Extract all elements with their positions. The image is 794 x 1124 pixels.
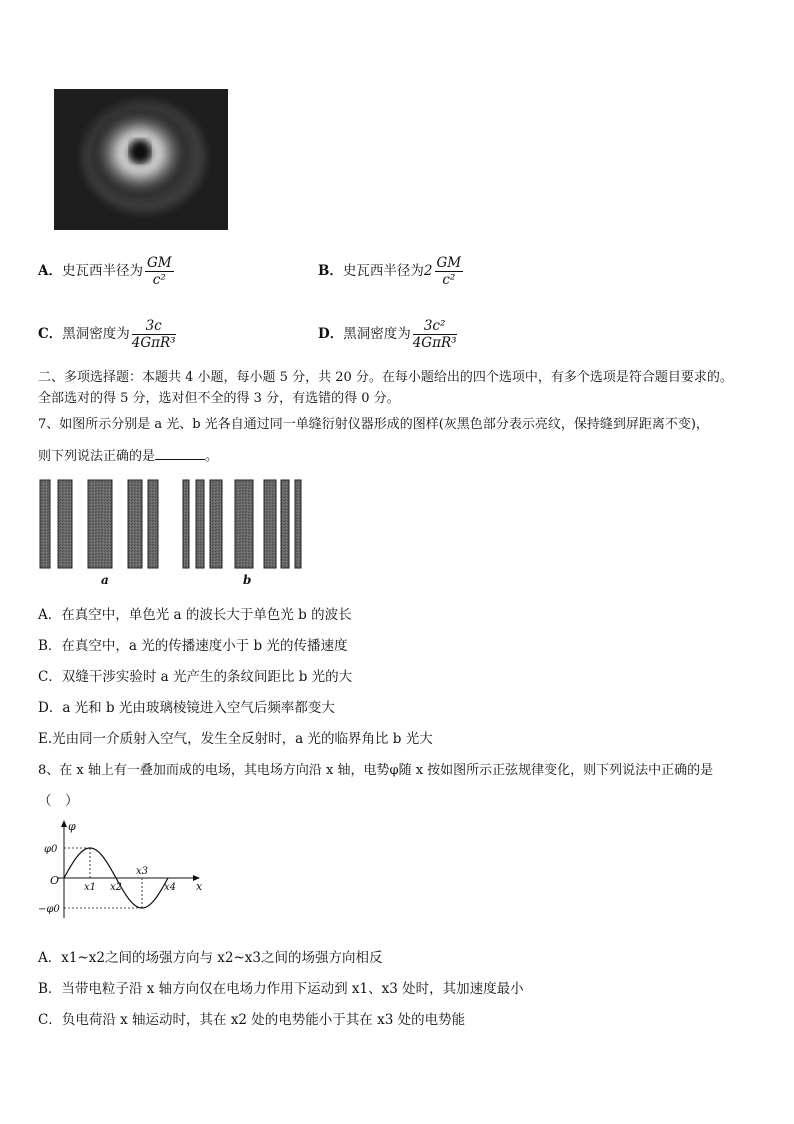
black-hole-image (54, 89, 228, 230)
label-b: b (243, 573, 252, 586)
pattern-a (40, 480, 158, 568)
option-label: A． (38, 263, 62, 279)
q7-stem-text: 则下列说法正确的是 (38, 449, 156, 464)
option-text: 黑洞密度为 (62, 326, 130, 342)
fringe (196, 480, 204, 568)
q6-option-d (318, 318, 457, 351)
q7-stem-end: 。 (205, 449, 219, 464)
x2-label: x2 (110, 882, 123, 893)
diffraction-figure (38, 476, 308, 586)
origin-label: O (50, 874, 60, 887)
black-hole-svg (54, 89, 228, 230)
q7-option-c: C．双缝干涉实验时 a 光产生的条纹间距比 b 光的大 (38, 669, 353, 685)
phi0-label: φ0 (44, 844, 58, 855)
fringe (295, 480, 301, 568)
fringe (128, 480, 142, 568)
y-arrow (61, 820, 67, 827)
q8-stem-line-1: 8、在 x 轴上有一叠加而成的电场，其电场方向沿 x 轴，电势φ随 x 按如图所示正弦规律变化，则下列说法中正确的是 (38, 763, 714, 778)
option-label: C． (38, 326, 63, 342)
pattern-b (183, 480, 301, 568)
potential-graph-svg (38, 818, 208, 923)
label-a: a (101, 573, 109, 586)
diffraction-svg (38, 476, 308, 586)
y-axis-label: φ (68, 820, 76, 833)
fringe (264, 480, 276, 568)
q7-option-b: B．在真空中，a 光的传播速度小于 b 光的传播速度 (38, 638, 348, 654)
fraction: $\frac{GM}{\text{c²}}$ (146, 255, 172, 288)
x-axis-label: x (196, 880, 203, 893)
fraction: $\frac{\text{3c²}}{\text{4GπR³}}$ (412, 318, 457, 351)
q8-answer-paren: （ ） (38, 793, 79, 809)
q8-option-b: B．当带电粒子沿 x 轴方向仅在电场力作用下运动到 x1、x3 处时，其加速度最小 (38, 981, 524, 997)
coefficient: 2 (423, 263, 433, 279)
fringe (40, 480, 50, 568)
q6-option-c (38, 318, 176, 351)
fringe (148, 480, 158, 568)
fraction: $\frac{GM}{\text{c²}}$ (436, 255, 462, 288)
fringe (281, 480, 289, 568)
q7-stem-line-1: 7、如图所示分别是 a 光、b 光各自通过同一单缝衍射仪器形成的图样(灰黑色部分表示亮纹，保持缝到屏距离不变)， (38, 417, 709, 432)
q6-option-b (318, 255, 463, 288)
q7-option-d: D．a 光和 b 光由玻璃棱镜进入空气后频率都变大 (38, 700, 335, 716)
q7-option-a: A．在真空中，单色光 a 的波长大于单色光 b 的波长 (38, 607, 352, 623)
q7-option-e: E.光由同一介质射入空气，发生全反射时，a 光的临界角比 b 光大 (38, 731, 433, 747)
option-text: 史瓦西半径为 (342, 263, 424, 279)
x1-label: x1 (84, 882, 97, 893)
q6-option-a (38, 255, 174, 288)
potential-graph (38, 818, 208, 923)
q8-option-a: A．x1~x2之间的场强方向与 x2~x3之间的场强方向相反 (38, 950, 383, 966)
neg-phi0-label: −φ0 (38, 904, 60, 915)
option-label: B． (318, 263, 343, 279)
fringe (58, 480, 72, 568)
x4-label: x4 (164, 882, 177, 893)
q8-option-c: C．负电荷沿 x 轴运动时，其在 x2 处的电势能小于其在 x3 处的电势能 (38, 1012, 466, 1028)
fraction: $\frac{3c}{\text{4GπR³}}$ (131, 318, 176, 351)
option-text: 史瓦西半径为 (61, 263, 143, 279)
fringe (183, 480, 189, 568)
q7-stem-line-2 (38, 447, 218, 466)
section-2-line-1: 二、多项选择题：本题共 4 小题，每小题 5 分，共 20 分。在每小题给出的四个选项中，有多个选项是符合题目要求的。 (38, 370, 733, 385)
fringe (235, 480, 253, 568)
section-2-line-2: 全部选对的得 5 分，选对但不全的得 3 分，有选错的得 0 分。 (38, 391, 400, 406)
x3-label: x3 (136, 866, 149, 877)
option-label: D． (318, 326, 344, 342)
fringe (88, 480, 112, 568)
fringe (210, 480, 222, 568)
option-text: 黑洞密度为 (343, 326, 411, 342)
answer-blank (155, 447, 205, 460)
